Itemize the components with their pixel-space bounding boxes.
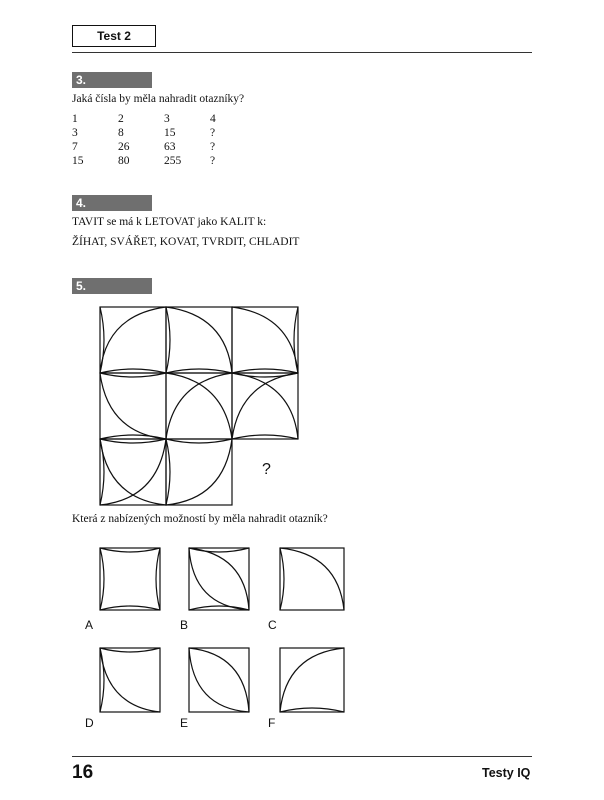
q5-question: Která z nabízených možností by měla nahradit otazník?: [72, 513, 328, 525]
grid-tile: [166, 439, 232, 505]
table-cell: ?: [210, 141, 216, 153]
table-row: [72, 153, 256, 167]
table-cell: 63: [164, 141, 176, 153]
table-cell: 26: [118, 141, 130, 153]
grid-tile: [232, 373, 298, 439]
option-e-figure[interactable]: [185, 644, 253, 716]
table-row: [72, 125, 256, 139]
q4-options: ŽÍHAT, SVÁŘET, KOVAT, TVRDIT, CHLADIT: [72, 236, 300, 248]
table-cell: ?: [210, 155, 216, 167]
table-cell: 7: [72, 141, 78, 153]
option-f-label: F: [268, 716, 276, 730]
q3-number-table: [72, 111, 256, 167]
missing-tile-mark: ?: [262, 461, 271, 478]
table-cell: 3: [72, 127, 78, 139]
table-cell: 15: [164, 127, 176, 139]
grid-tile: [100, 307, 166, 373]
test-label-box: Test 2: [72, 25, 156, 47]
table-row: [72, 111, 256, 125]
table-cell: 8: [118, 127, 124, 139]
q5-label: 5.: [72, 278, 152, 294]
option-c-label: C: [268, 618, 277, 632]
table-cell: 2: [118, 113, 124, 125]
table-cell: 4: [210, 113, 216, 125]
grid-tile: [232, 307, 298, 373]
q4-label: 4.: [72, 195, 152, 211]
page-number: 16: [72, 762, 94, 783]
table-row: [72, 139, 256, 153]
option-d-label: D: [85, 716, 94, 730]
footer-divider: [72, 756, 532, 757]
q4-question: TAVIT se má k LETOVAT jako KALIT k:: [72, 216, 267, 228]
table-cell: ?: [210, 127, 216, 139]
grid-tile: [100, 373, 166, 439]
table-cell: 255: [164, 155, 182, 167]
option-a-label: A: [85, 618, 94, 632]
grid-tile: [100, 439, 166, 505]
book-title: Testy IQ: [482, 766, 531, 780]
header-divider: [72, 52, 532, 53]
table-cell: 80: [118, 155, 130, 167]
q3-label: 3.: [72, 72, 152, 88]
option-e-label: E: [180, 716, 189, 730]
option-f-figure[interactable]: [276, 644, 348, 716]
option-d-figure[interactable]: [96, 644, 164, 716]
grid-tile: [166, 307, 232, 373]
q3-question: Jaká čísla by měla nahradit otazníky?: [72, 93, 245, 105]
grid-tile: [166, 373, 232, 439]
option-b-label: B: [180, 618, 189, 632]
table-cell: 1: [72, 113, 78, 125]
table-cell: 15: [72, 155, 84, 167]
option-b-figure[interactable]: [185, 544, 253, 614]
pattern-grid-figure: [96, 303, 306, 511]
option-c-figure[interactable]: [276, 544, 348, 614]
option-a-figure[interactable]: [96, 544, 164, 614]
table-cell: 3: [164, 113, 170, 125]
